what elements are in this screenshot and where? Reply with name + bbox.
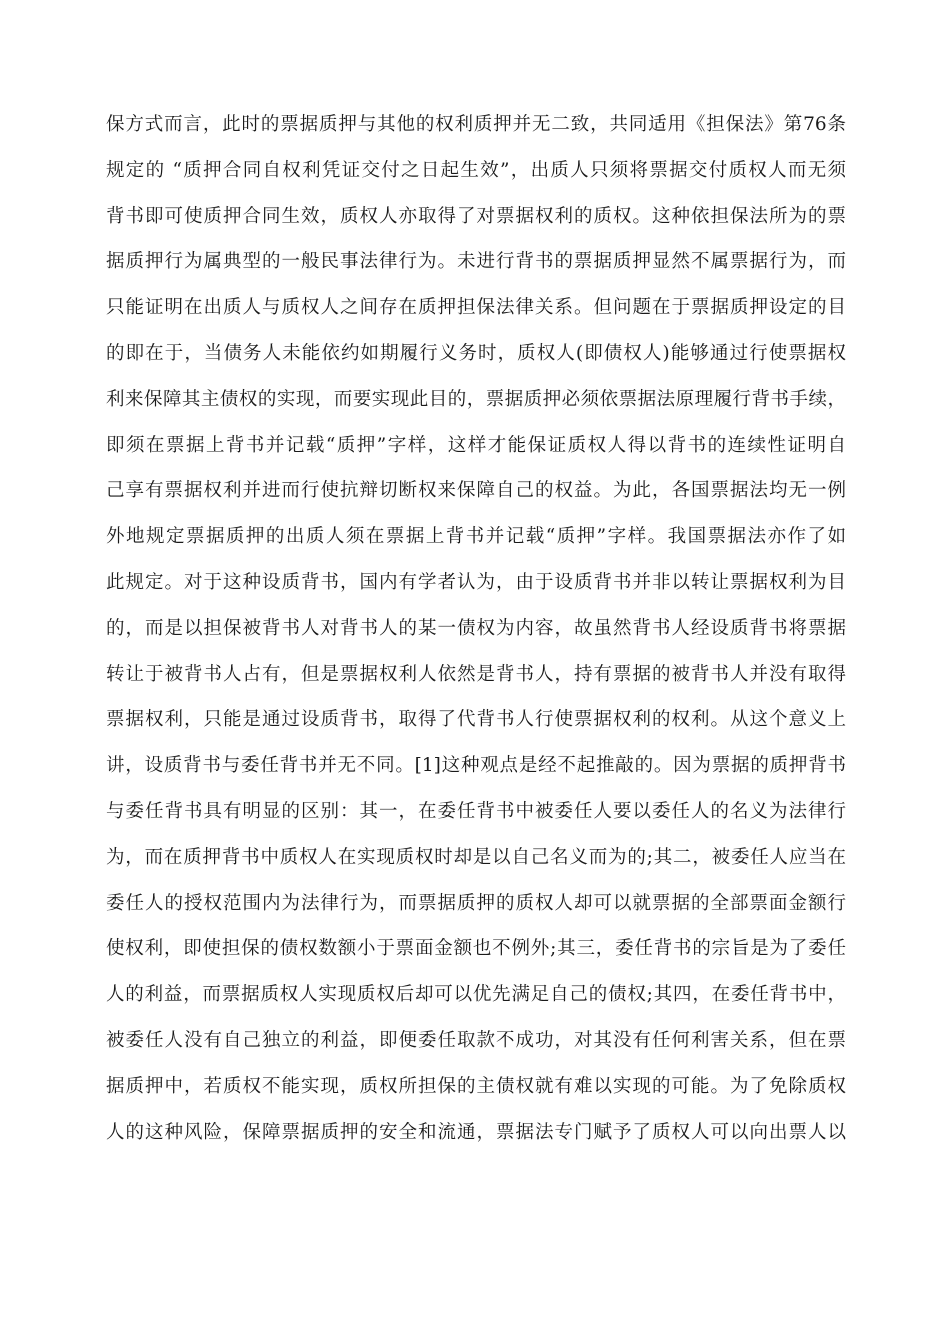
- text-line: 即须在票据上背书并记载“质押”字样，这样才能保证质权人得以背书的连续性证明自: [106, 434, 846, 456]
- text-line: 己享有票据权利并进而行使抗辩切断权来保障自己的权益。为此，各国票据法均无一例: [106, 480, 846, 502]
- text-line: 人的这种风险，保障票据质押的安全和流通，票据法专门赋予了质权人可以向出票人以: [106, 1121, 846, 1143]
- text-line: 委任人的授权范围内为法律行为，而票据质押的质权人却可以就票据的全部票面金额行: [106, 892, 846, 914]
- text-line: 保方式而言，此时的票据质押与其他的权利质押并无二致，共同适用《担保法》第76条: [106, 114, 846, 135]
- text-line: 人的利益，而票据质权人实现质权后却可以优先满足自己的债权;其四，在委任背书中，: [106, 984, 846, 1006]
- text-line: 票据权利，只能是通过设质背书，取得了代背书人行使票据权利的权利。从这个意义上: [106, 709, 846, 731]
- text-line: 背书即可使质押合同生效，质权人亦取得了对票据权利的质权。这种依担保法所为的票: [106, 205, 846, 227]
- text-line: 利来保障其主债权的实现，而要实现此目的，票据质押必须依票据法原理履行背书手续，: [106, 388, 846, 410]
- body-text: [106, 102, 846, 1155]
- text-line: 据质押行为属典型的一般民事法律行为。未进行背书的票据质押显然不属票据行为，而: [106, 251, 846, 273]
- text-line: 与委任背书具有明显的区别：其一，在委任背书中被委任人要以委任人的名义为法律行: [106, 800, 846, 822]
- text-line: 的即在于，当债务人未能依约如期履行义务时，质权人(即债权人)能够通过行使票据权: [106, 342, 846, 364]
- text-line: 讲，设质背书与委任背书并无不同。[1]这种观点是经不起推敲的。因为票据的质押背书: [106, 755, 846, 777]
- text-line: 为，而在质押背书中质权人在实现质权时却是以自己名义而为的;其二，被委任人应当在: [106, 846, 846, 868]
- text-line: 的，而是以担保被背书人对背书人的某一债权为内容，故虽然背书人经设质背书将票据: [106, 617, 846, 639]
- text-line: 转让于被背书人占有，但是票据权利人依然是背书人，持有票据的被背书人并没有取得: [106, 663, 846, 685]
- text-line: 据质押中，若质权不能实现，质权所担保的主债权就有难以实现的可能。为了免除质权: [106, 1075, 846, 1097]
- text-line: 规定的 “质押合同自权利凭证交付之日起生效”，出质人只须将票据交付质权人而无须: [106, 159, 846, 181]
- text-line: 使权利，即使担保的债权数额小于票面金额也不例外;其三，委任背书的宗旨是为了委任: [106, 938, 846, 960]
- text-line: 此规定。对于这种设质背书，国内有学者认为，由于设质背书并非以转让票据权利为目: [106, 571, 846, 593]
- text-line: 只能证明在出质人与质权人之间存在质押担保法律关系。但问题在于票据质押设定的目: [106, 297, 846, 319]
- text-line: 被委任人没有自己独立的利益，即便委任取款不成功，对其没有任何利害关系，但在票: [106, 1029, 846, 1051]
- text-line: 外地规定票据质押的出质人须在票据上背书并记载“质押”字样。我国票据法亦作了如: [106, 526, 846, 548]
